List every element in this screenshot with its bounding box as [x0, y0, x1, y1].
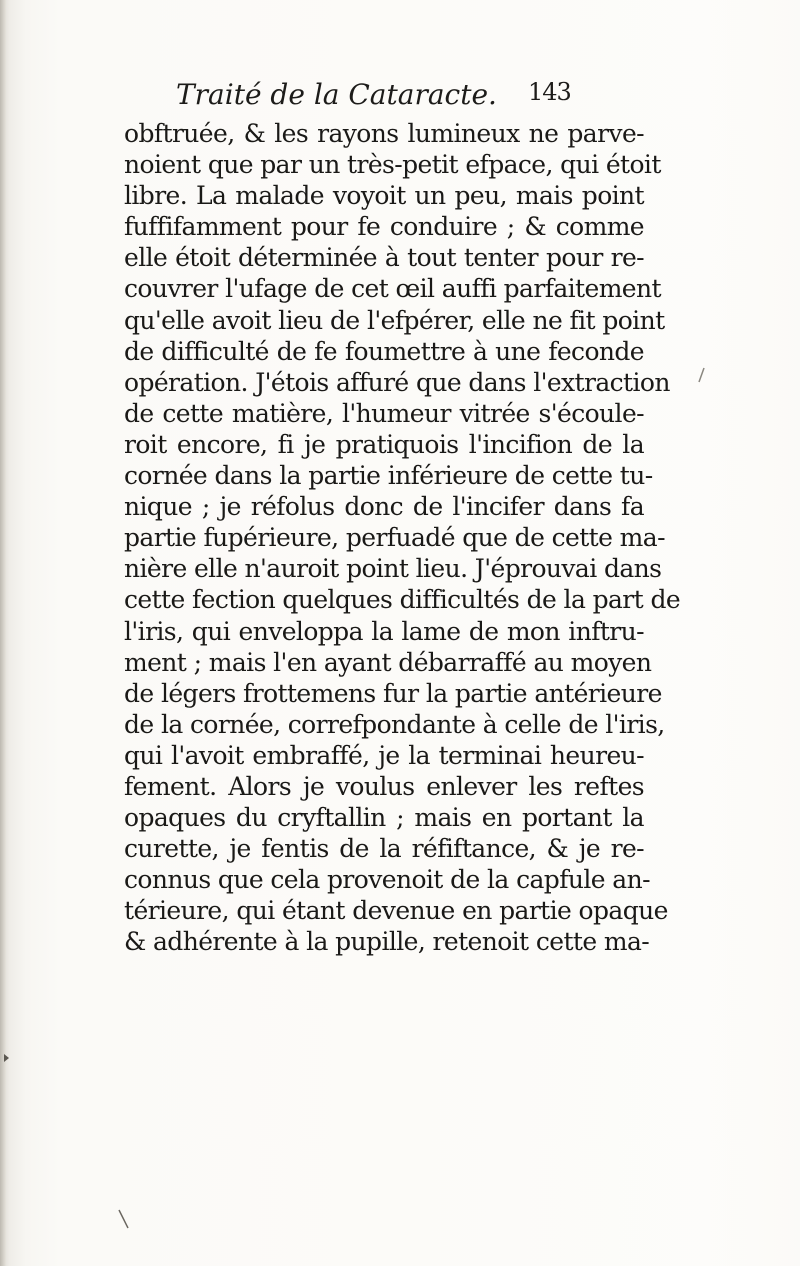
text-line: roit encore, fi je pratiquois l'incifion de la	[124, 429, 644, 459]
text-line: elle étoit déterminée à tout tenter pour re-	[124, 243, 644, 273]
text-line: ment ; mais l'en ayant débarraffé au moyen	[124, 647, 652, 677]
text-line: nique ; je réfolus donc de l'incifer dans fa	[124, 492, 644, 522]
page-number: 143	[528, 78, 571, 106]
text-line: térieure, qui étant devenue en partie opaque	[124, 896, 668, 926]
running-header	[176, 78, 606, 118]
text-line: l'iris, qui enveloppa la lame de mon inftru-	[124, 616, 644, 646]
text-line: cette fection quelques difficultés de la part de	[124, 585, 681, 615]
body-text	[124, 118, 681, 958]
text-line: de cette matière, l'humeur vitrée s'écoule-	[124, 398, 644, 428]
text-line: connus que cela provenoit de la capfule an-	[124, 865, 650, 895]
text-line: opaques du cryftallin ; mais en portant la	[124, 803, 644, 833]
text-line: couvrer l'ufage de cet œil auffi parfaitement	[124, 274, 661, 304]
text-line: nière elle n'auroit point lieu. J'éprouvai dans	[124, 554, 662, 584]
text-line: curette, je fentis de la réfiftance, & je re-	[124, 834, 644, 864]
text-line: obftruée, & les rayons lumineux ne parve-	[124, 119, 644, 148]
bottom-stroke-mark	[119, 1210, 128, 1228]
right-margin-tick	[699, 368, 704, 382]
text-line: fement. Alors je voulus enlever les reftes	[124, 771, 644, 801]
text-line: de légers frottemens fur la partie antérieure	[124, 678, 662, 708]
text-line: qui l'avoit embraffé, je la terminai heureu-	[124, 740, 644, 770]
text-line: opération. J'étois affuré que dans l'extraction	[124, 367, 670, 397]
text-line: qu'elle avoit lieu de l'efpérer, elle ne fit point	[124, 305, 665, 335]
page-edge-shade	[710, 0, 800, 1266]
text-line: de la cornée, correfpondante à celle de l'iris,	[124, 709, 665, 739]
text-line: cornée dans la partie inférieure de cette tu-	[124, 461, 653, 491]
text-line: de difficulté de fe foumettre à une feconde	[124, 336, 644, 366]
text-line: & adhérente à la pupille, retenoit cette ma-	[124, 927, 650, 957]
text-line: partie fupérieure, perfuadé que de cette ma-	[124, 523, 665, 553]
running-title: Traité de la Cataracte.	[176, 78, 497, 111]
text-line: libre. La malade voyoit un peu, mais point	[124, 181, 644, 211]
page-gutter	[0, 0, 6, 1266]
text-line: fuffifamment pour fe conduire ; & comme	[124, 212, 644, 242]
text-line: noient que par un très-petit efpace, qui étoit	[124, 150, 661, 180]
